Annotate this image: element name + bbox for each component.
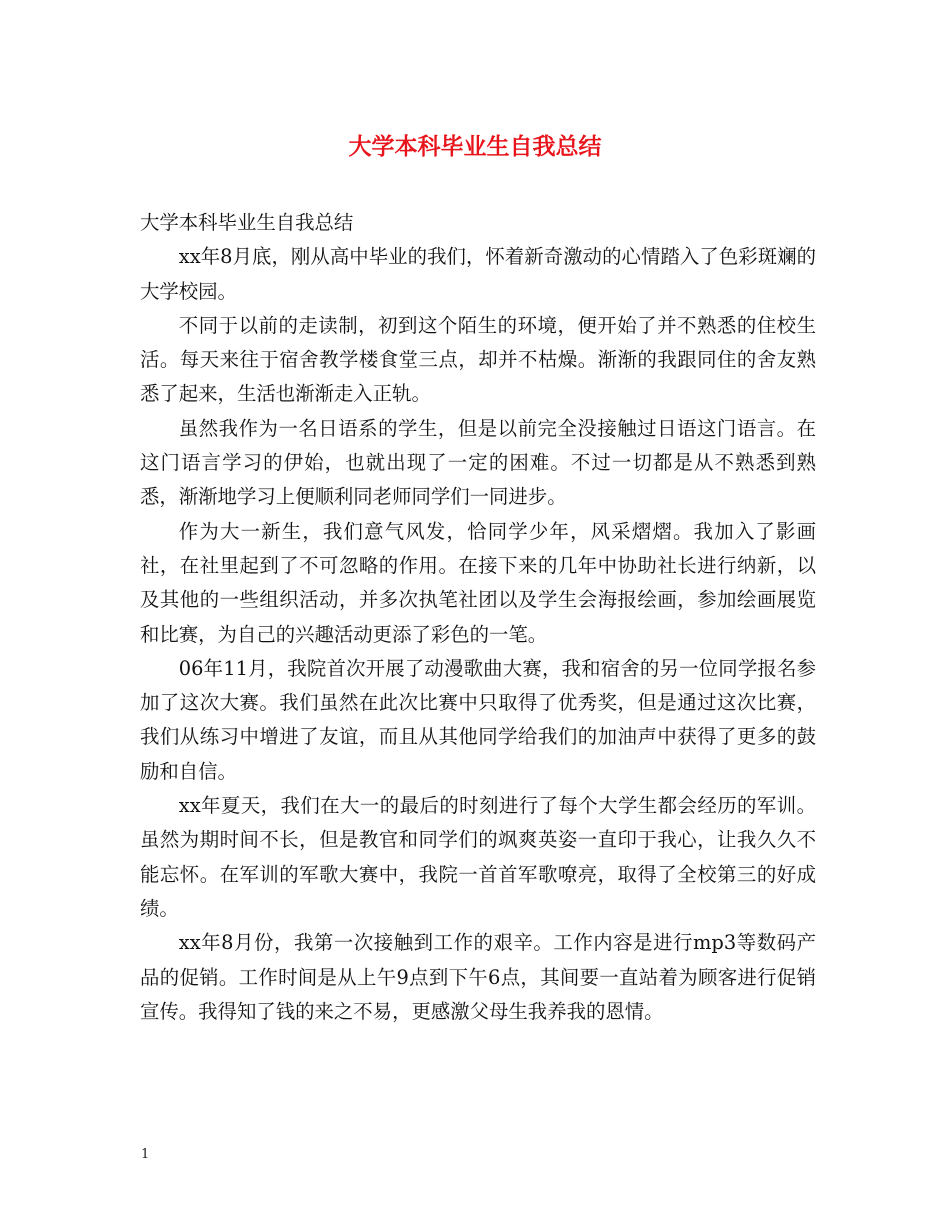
- paragraph-3: 虽然我作为一名日语系的学生，但是以前完全没接触过日语这门语言。在这门语言学习的伊始，也就出现了一定的困难。不过一切都是从不熟悉到熟悉，渐渐地学习上便顺利同老师同学们一同进步。: [140, 416, 816, 509]
- body-subtitle: 大学本科毕业生自我总结: [140, 211, 354, 234]
- paragraph-4: 作为大一新生，我们意气风发，恰同学少年，风采熠熠。我加入了影画社，在社里起到了不可忽略的作用。在接下来的几年中协助社长进行纳新，以及其他的一些组织活动，并多次执笔社团以及学生会海报绘画，参加绘画展览和比赛，为自己的兴趣活动更添了彩色的一笔。: [140, 519, 816, 646]
- document-body: [140, 206, 816, 1029]
- paragraph-2: 不同于以前的走读制，初到这个陌生的环境，便开始了并不熟悉的住校生活。每天来往于宿舍教学楼食堂三点，却并不枯燥。渐渐的我跟同住的舍友熟悉了起来，生活也渐渐走入正轨。: [140, 313, 816, 406]
- document-title: 大学本科毕业生自我总结: [348, 134, 602, 160]
- paragraph-7: xx年8月份，我第一次接触到工作的艰辛。工作内容是进行mp3等数码产品的促销。工作时间是从上午9点到下午6点，其间要一直站着为顾客进行促销宣传。我得知了钱的来之不易，更感激父母生我养我的恩情。: [140, 931, 816, 1023]
- paragraph-6: xx年夏天，我们在大一的最后的时刻进行了每个大学生都会经历的军训。虽然为期时间不长，但是教官和同学们的飒爽英姿一直印于我心，让我久久不能忘怀。在军训的军歌大赛中，我院一首首军歌嘹亮，取得了全校第三的好成绩。: [140, 794, 816, 920]
- paragraph-1: xx年8月底，刚从高中毕业的我们，怀着新奇激动的心情踏入了色彩斑斓的大学校园。: [140, 245, 816, 303]
- paragraph-5: 06年11月，我院首次开展了动漫歌曲大赛，我和宿舍的另一位同学报名参加了这次大赛。我们虽然在此次比赛中只取得了优秀奖，但是通过这次比赛，我们从练习中增进了友谊，而且从其他同学给我们的加油声中获得了更多的鼓励和自信。: [140, 656, 816, 783]
- page-number: 1: [141, 1147, 150, 1162]
